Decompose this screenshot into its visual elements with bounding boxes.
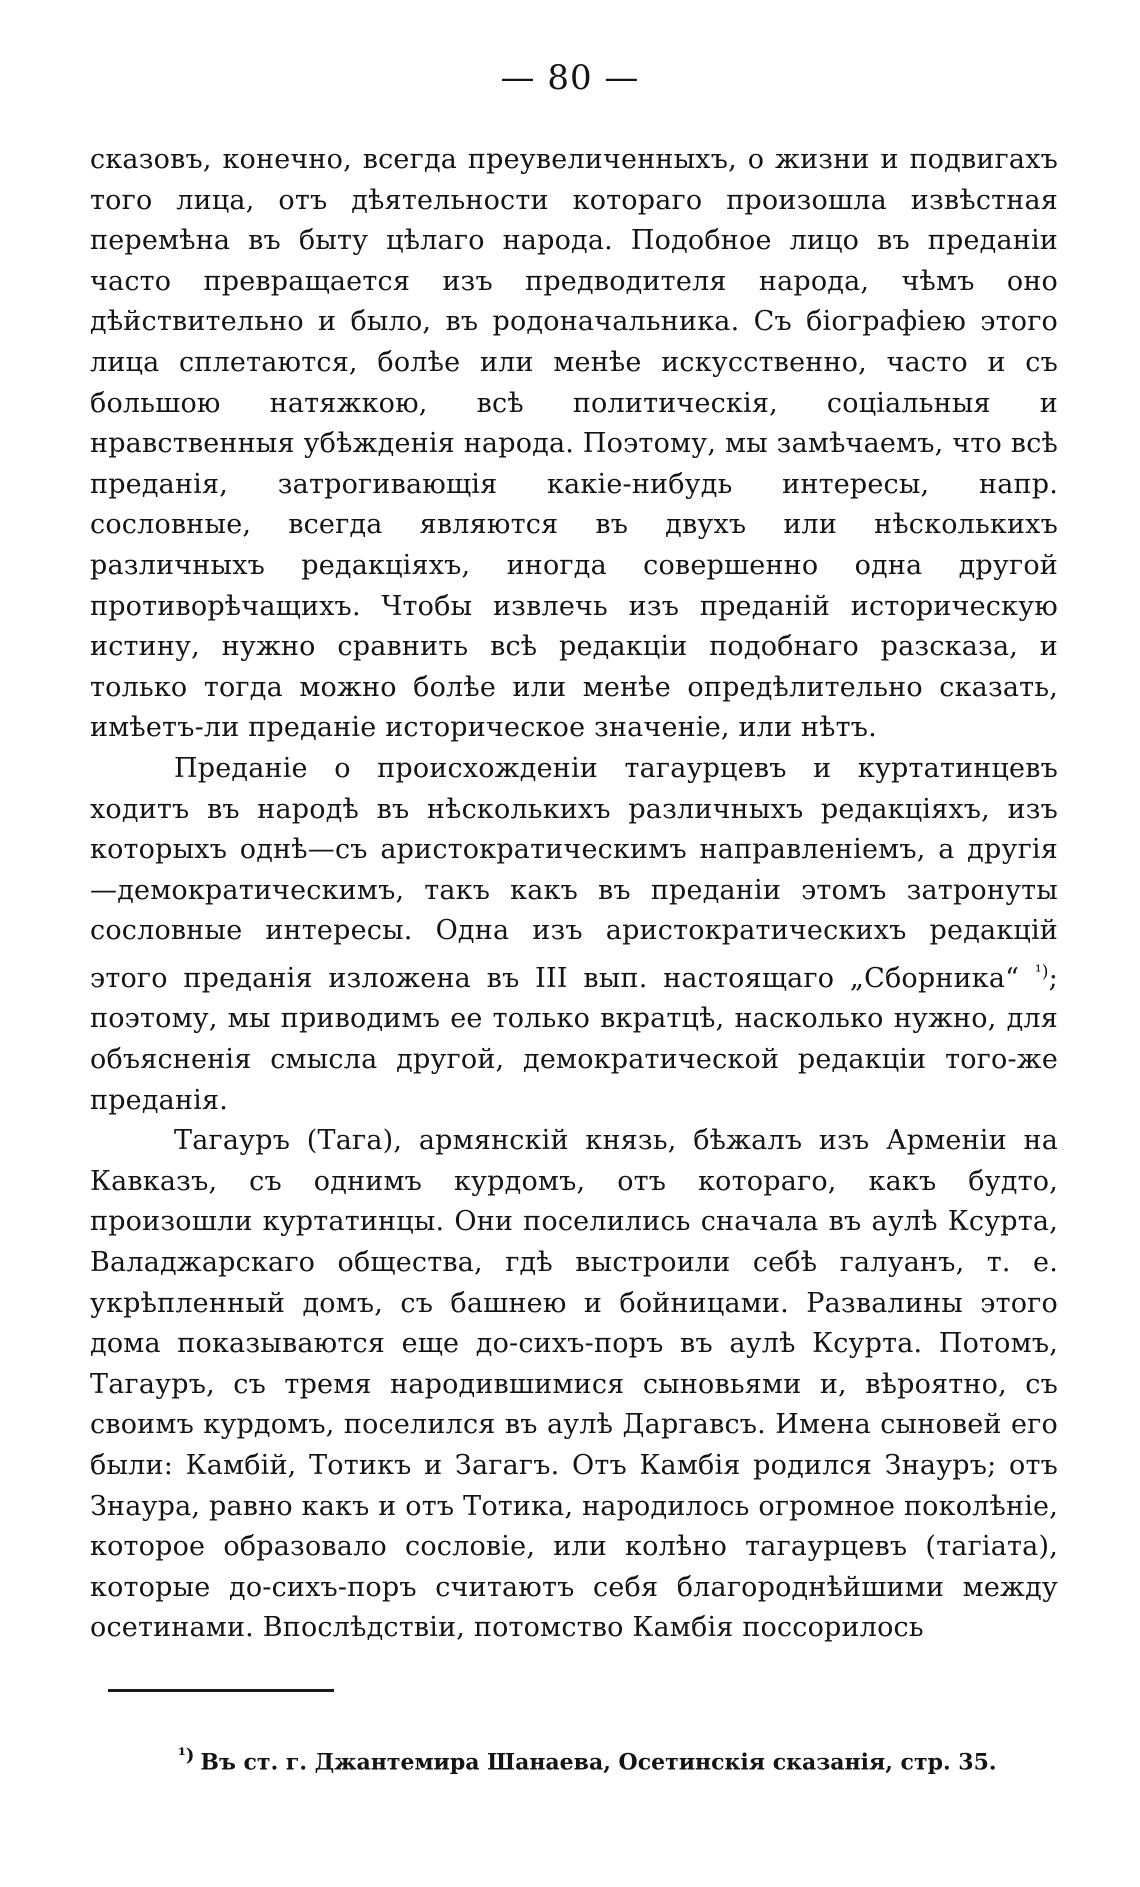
footnote-mark: ¹) xyxy=(178,1745,195,1766)
paragraph-2-text-before-note: Преданіе о происхожденіи тагаурцевъ и куртатинцевъ ходитъ въ народѣ въ нѣсколькихъ различныхъ редакціяхъ, изъ которыхъ однѣ—съ аристократическимъ направленіемъ, а другія—демократическимъ, такъ какъ въ преданіи этомъ затронуты сословные интересы. Одна изъ аристократическихъ редакцій этого преданія изложена въ III вып. настоящаго „Сборника“ xyxy=(90,752,1058,994)
main-text xyxy=(90,140,1058,1649)
footnote-divider xyxy=(108,1689,334,1692)
paragraph-2-text-after-note: ; поэтому, мы приводимъ ее только вкратцѣ, насколько нужно, для объясненія смысла другой, демократической редакціи того-же преданія. xyxy=(90,962,1058,1116)
page-number: — 80 — xyxy=(500,58,640,98)
paragraph-3: Тагауръ (Тага), армянскій князь, бѣжалъ изъ Арменіи на Кавказъ, съ однимъ курдомъ, отъ котораго, какъ будто, произошли куртатинцы. Они поселились сначала въ аулѣ Ксурта, Валаджарскаго общества, гдѣ выстроили себѣ галуанъ, т. е. укрѣпленный домъ, съ башнею и бойницами. Развалины этого дома показываются еще до-сихъ-поръ въ аулѣ Ксурта. Потомъ, Тагауръ, съ тремя народившимися сыновьями и, вѣроятно, съ своимъ курдомъ, поселился въ аулѣ Даргавсъ. Имена сыновей его были: Камбій, Тотикъ и Загагъ. Отъ Камбія родился Знауръ; отъ Знаура, равно какъ и отъ Тотика, народилось огромное поколѣніе, которое образовало сословіе, или колѣно тагаурцевъ (тагіата), которые до-сихъ-поръ считаютъ себя благороднѣйшими между осетинами. Впослѣдствіи, потомство Камбія поссорилось xyxy=(90,1125,1058,1644)
footnote-reference[interactable]: ¹) xyxy=(1034,961,1049,982)
footnote xyxy=(178,1745,997,1775)
footnote-text: Въ ст. г. Джантемира Шанаева, Осетинскія сказанія, стр. 35. xyxy=(200,1749,997,1776)
paragraph-2 xyxy=(90,749,1058,1121)
paragraph-1: сказовъ, конечно, всегда преувеличенныхъ, о жизни и подвигахъ того лица, отъ дѣятельности котораго произошла извѣстная перемѣна въ быту цѣлаго народа. Подобное лицо въ преданіи часто превращается изъ предводителя народа, чѣмъ оно дѣйствительно и было, въ родоначальника. Съ біографіею этого лица сплетаются, болѣе или менѣе искусственно, часто и съ большою натяжкою, всѣ политическія, соціальныя и нравственныя убѣжденія народа. Поэтому, мы замѣчаемъ, что всѣ преданія, затрогивающія какіе-нибудь интересы, напр. сословные, всегда являются въ двухъ или нѣсколькихъ различныхъ редакціяхъ, иногда совершенно одна другой противорѣчащихъ. Чтобы извлечь изъ преданій историческую истину, нужно сравнить всѣ редакціи подобнаго разсказа, и только тогда можно болѣе или менѣе опредѣлительно сказать, имѣетъ-ли преданіе историческое значеніе, или нѣтъ. xyxy=(90,144,1058,744)
